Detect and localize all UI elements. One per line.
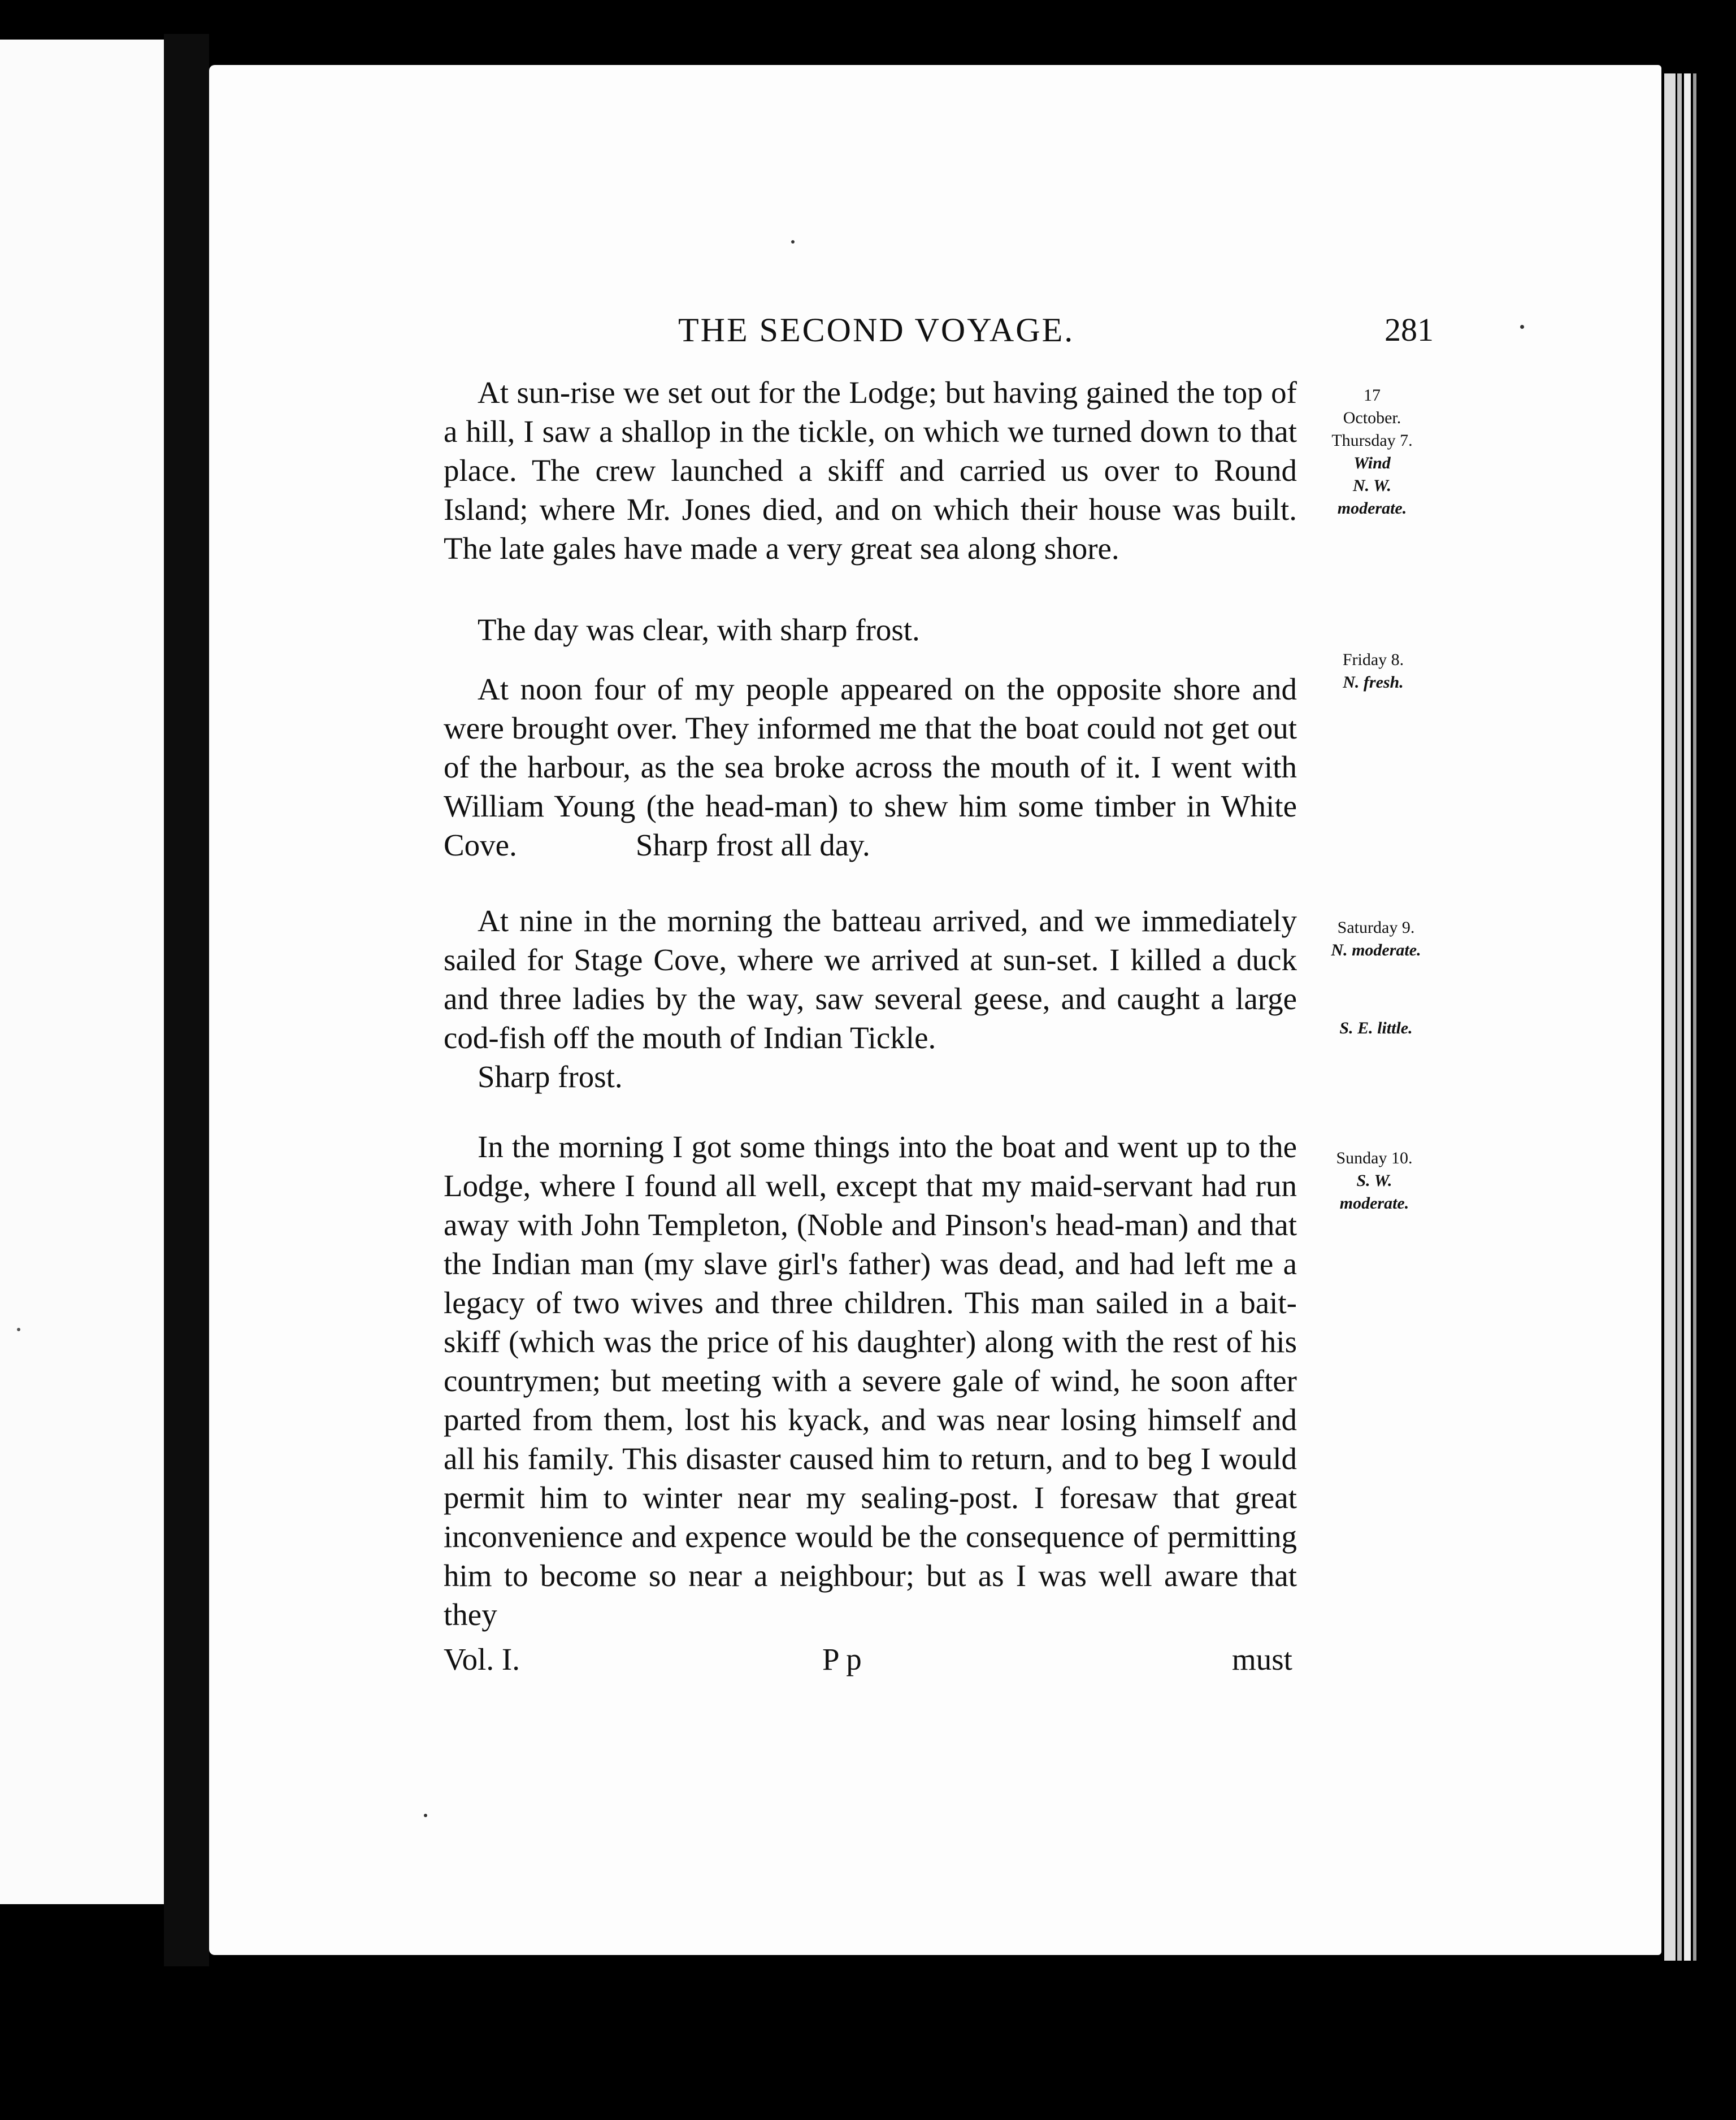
margin-wind: N. W. xyxy=(1352,476,1392,495)
paragraph xyxy=(444,670,1297,864)
running-header xyxy=(0,311,1736,356)
margin-month: October. xyxy=(1343,409,1401,427)
paragraph: The day was clear, with sharp frost. xyxy=(478,612,920,647)
paragraph: At sun-rise we set out for the Lodge; but having gained the top of a hill, I saw a shallop in the tickle, on which we turned down to that place. The crew launched a skiff and carried us over to Round Island; where Mr. Jones died, and on which their house was built. The late gales have made a very great sea along shore. xyxy=(444,375,1297,566)
page-footer xyxy=(0,1641,1736,1687)
margin-note-thursday xyxy=(1310,384,1434,520)
entry-sunday xyxy=(444,1127,1297,1634)
page-speck xyxy=(17,1328,20,1331)
margin-wind: N. fresh. xyxy=(1343,673,1404,692)
entry-friday xyxy=(444,670,1297,864)
paragraph: At nine in the morning the batteau arrived, and we immediately sailed for Stage Cove, where we arrived at sun-set. I killed a duck and three ladies by the way, saw several geese, and caught a large cod-fish off the mouth of Indian Tickle. xyxy=(444,903,1297,1055)
page-speck xyxy=(1520,325,1524,329)
page-speck xyxy=(424,1814,427,1817)
running-title: THE SECOND VOYAGE. xyxy=(678,311,1075,349)
margin-day: Saturday 9. xyxy=(1337,918,1415,937)
paragraph-tail: Sharp frost all day. xyxy=(635,828,870,862)
margin-day: Thursday 7. xyxy=(1331,431,1413,450)
margin-day: Sunday 10. xyxy=(1336,1149,1413,1167)
page-number: 281 xyxy=(1385,311,1434,348)
margin-wind: N. moderate. xyxy=(1331,941,1421,959)
margin-wind: S. E. little. xyxy=(1339,1019,1413,1037)
margin-wind-label: Wind xyxy=(1353,454,1391,472)
signature-mark: P p xyxy=(822,1642,862,1676)
margin-note-sunday xyxy=(1312,1147,1436,1215)
margin-strength: moderate. xyxy=(1339,1194,1409,1213)
margin-note-saturday-wind xyxy=(1314,1017,1438,1040)
margin-year: 17 xyxy=(1364,386,1381,405)
page-speck xyxy=(791,240,795,244)
volume-label: Vol. I. xyxy=(444,1642,520,1676)
margin-day: Friday 8. xyxy=(1342,650,1404,669)
paragraph: Sharp frost. xyxy=(478,1059,623,1094)
entry-saturday xyxy=(444,901,1297,1096)
paragraph: In the morning I got some things into the boat and went up to the Lodge, where I found all well, except that my maid-servant had run away with John Templeton, (Noble and Pinson's head-man) and that the Indian man (my slave girl's father) was dead, and had left me a legacy of two wives and three children. This man sailed in a bait-skiff (which was the price of his daughter) along with the rest of his countrymen; but meeting with a severe gale of wind, he soon after parted from them, lost his kyack, and was near losing himself and all his family. This disaster caused him to return, and to beg I would permit him to winter near my sealing-post. I foresaw that great inconvenience and expence would be the consequence of permitting him to become so near a neighbour; but as I was well aware that they xyxy=(444,1129,1297,1632)
catchword: must xyxy=(1232,1642,1292,1676)
margin-note-friday xyxy=(1311,649,1435,694)
margin-strength: moderate. xyxy=(1337,499,1407,518)
paragraph-text: At noon four of my people appeared on the opposite shore and were brought over. They informed me that the boat could not get out of the harbour, as the sea broke across the mouth of it. I went with William Young (the head-man) to shew him some timber in White Cove. xyxy=(444,672,1297,862)
margin-note-saturday xyxy=(1314,916,1438,962)
entry-thursday xyxy=(444,373,1297,568)
entry-thursday-weather xyxy=(444,610,1297,649)
margin-wind: S. W. xyxy=(1356,1171,1392,1190)
